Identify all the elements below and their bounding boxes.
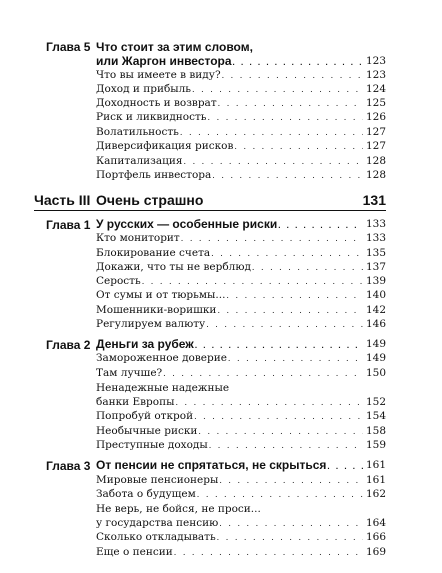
leader-dots bbox=[226, 290, 363, 302]
entry-page: 137 bbox=[365, 261, 386, 273]
entry-title-line1: Не верь, не бойся, не проси... bbox=[96, 503, 261, 515]
chapter-2-title-row bbox=[96, 336, 386, 352]
chapter-3-page: 161 bbox=[365, 459, 386, 471]
entry-title: Регулируем валюту bbox=[96, 318, 206, 330]
leader-dots bbox=[228, 353, 363, 365]
chapter-1-title-row bbox=[96, 216, 386, 232]
leader-dots bbox=[217, 532, 363, 544]
entry-title: Что вы имеете в виду? bbox=[96, 69, 221, 81]
toc-entry bbox=[96, 110, 386, 124]
chapter-2-page: 149 bbox=[365, 338, 386, 350]
leader-dots bbox=[197, 489, 363, 501]
leader-dots bbox=[211, 248, 363, 260]
entry-page: 140 bbox=[365, 289, 386, 301]
chapter-1-label: Глава 1 bbox=[46, 218, 91, 232]
entry-title: Доход и прибыль bbox=[96, 83, 192, 95]
entry-title: Попробуй открой bbox=[96, 410, 194, 422]
leader-dots bbox=[209, 440, 363, 452]
leader-dots bbox=[194, 411, 363, 423]
leader-dots bbox=[212, 170, 363, 182]
chapter-3-title: От пенсии не спрятаться, не скрыться bbox=[96, 458, 327, 472]
toc-entry bbox=[96, 231, 386, 245]
part-3-label: Часть III bbox=[34, 192, 91, 208]
toc-entry bbox=[96, 473, 386, 487]
toc-entry bbox=[96, 438, 386, 452]
entry-page: 158 bbox=[365, 425, 386, 437]
entry-title: От сумы и от тюрьмы... bbox=[96, 289, 226, 301]
toc-entry bbox=[96, 303, 386, 317]
leader-dots bbox=[192, 84, 363, 96]
entry-page: 161 bbox=[365, 474, 386, 486]
entry-page: 159 bbox=[365, 439, 386, 451]
entry-title: Сколько откладывать bbox=[96, 531, 216, 543]
toc-entry bbox=[96, 395, 386, 409]
leader-dots bbox=[183, 156, 363, 168]
entry-title: Забота о будущем bbox=[96, 488, 196, 500]
leader-dots bbox=[175, 397, 363, 409]
entry-page: 149 bbox=[365, 352, 386, 364]
leader-dots bbox=[219, 518, 363, 530]
entry-title: Риск и ликвидность bbox=[96, 111, 207, 123]
leader-dots bbox=[198, 426, 363, 438]
toc-entry bbox=[96, 516, 386, 530]
chapter-1-page: 133 bbox=[365, 218, 386, 230]
entry-page: 150 bbox=[365, 367, 386, 379]
chapter-5-label: Глава 5 bbox=[46, 40, 91, 54]
entry-page: 135 bbox=[365, 247, 386, 259]
leader-dots bbox=[174, 547, 363, 559]
entry-page: 124 bbox=[365, 83, 386, 95]
entry-page: 169 bbox=[365, 546, 386, 558]
entry-title-line1: Ненадежные надежные bbox=[96, 382, 230, 394]
toc-entry bbox=[96, 288, 386, 302]
entry-title: банки Европы bbox=[96, 396, 175, 408]
toc-entry bbox=[96, 487, 386, 501]
entry-title: Капитализация bbox=[96, 155, 183, 167]
chapter-1-title: У русских — особенные риски bbox=[96, 217, 278, 231]
entry-title: Кто мониторит bbox=[96, 232, 180, 244]
entry-title: Доходность и возврат bbox=[96, 97, 217, 109]
entry-page: 128 bbox=[365, 155, 386, 167]
chapter-5-title-row bbox=[96, 53, 386, 69]
chapter-3-label: Глава 3 bbox=[46, 459, 91, 473]
toc-entry bbox=[96, 68, 386, 82]
chapter-5-title-line1: Что стоит за этим словом, bbox=[96, 40, 253, 54]
entry-page: 123 bbox=[365, 69, 386, 81]
leader-dots bbox=[206, 319, 363, 331]
toc-entry bbox=[96, 545, 386, 559]
leader-dots bbox=[252, 262, 363, 274]
entry-title: Преступные доходы bbox=[96, 439, 208, 451]
toc-entry bbox=[96, 246, 386, 260]
entry-page: 154 bbox=[365, 410, 386, 422]
part-3-page: 131 bbox=[362, 192, 386, 208]
entry-page: 162 bbox=[365, 488, 386, 500]
toc-entry bbox=[96, 366, 386, 380]
entry-page: 127 bbox=[365, 140, 386, 152]
toc-entry bbox=[96, 82, 386, 96]
toc-entry bbox=[96, 260, 386, 274]
entry-title: Волатильность bbox=[96, 126, 179, 138]
toc-entry bbox=[96, 125, 386, 139]
entry-title: Серость bbox=[96, 275, 141, 287]
entry-page: 146 bbox=[365, 318, 386, 330]
leader-dots bbox=[218, 98, 363, 110]
leader-dots bbox=[234, 141, 363, 153]
entry-page: 127 bbox=[365, 126, 386, 138]
entry-title: Докажи, что ты не верблюд bbox=[96, 261, 251, 273]
toc-entry bbox=[96, 139, 386, 153]
entry-title: Там лучше? bbox=[96, 367, 163, 379]
leader-dots bbox=[222, 70, 363, 82]
leader-dots bbox=[217, 305, 363, 317]
entry-page: 152 bbox=[365, 396, 386, 408]
toc-entry bbox=[96, 424, 386, 438]
entry-title: Диверсификация рисков bbox=[96, 140, 234, 152]
toc-entry bbox=[96, 351, 386, 365]
entry-title: Еще о пенсии bbox=[96, 546, 173, 558]
leader-dots bbox=[219, 475, 363, 487]
entry-page: 142 bbox=[365, 304, 386, 316]
leader-dots bbox=[180, 127, 363, 139]
entry-title: Портфель инвестора bbox=[96, 169, 212, 181]
part-3-heading bbox=[34, 190, 386, 211]
entry-title: Замороженное доверие bbox=[96, 352, 227, 364]
entry-page: 126 bbox=[365, 111, 386, 123]
toc-entry bbox=[96, 168, 386, 182]
entry-page: 133 bbox=[365, 232, 386, 244]
part-3-title: Очень страшно bbox=[96, 192, 204, 208]
toc-entry bbox=[96, 409, 386, 423]
leader-dots bbox=[142, 276, 363, 288]
chapter-2-title: Деньги за рубеж bbox=[96, 337, 194, 351]
toc-entry bbox=[96, 530, 386, 544]
entry-title: Необычные риски bbox=[96, 425, 198, 437]
leader-dots bbox=[163, 368, 363, 380]
chapter-2-label: Глава 2 bbox=[46, 338, 91, 352]
toc-entry bbox=[96, 154, 386, 168]
entry-page: 125 bbox=[365, 97, 386, 109]
leader-dots bbox=[208, 112, 363, 124]
toc-entry bbox=[96, 317, 386, 331]
leader-dots bbox=[181, 233, 363, 245]
entry-title: Мошенники-воришки bbox=[96, 304, 217, 316]
chapter-5-page: 123 bbox=[365, 55, 386, 67]
leader-dots bbox=[327, 461, 363, 473]
entry-page: 139 bbox=[365, 275, 386, 287]
toc-entry bbox=[96, 274, 386, 288]
entry-page: 164 bbox=[365, 517, 386, 529]
entry-title: у государства пенсию bbox=[96, 517, 219, 529]
chapter-3-title-row bbox=[96, 457, 386, 473]
entry-title: Блокирование счета bbox=[96, 247, 211, 259]
entry-page: 128 bbox=[365, 169, 386, 181]
chapter-5-title-line2: или Жаргон инвестора bbox=[96, 54, 232, 68]
toc-entry bbox=[96, 96, 386, 110]
entry-page: 166 bbox=[365, 531, 386, 543]
entry-title: Мировые пенсионеры bbox=[96, 474, 219, 486]
